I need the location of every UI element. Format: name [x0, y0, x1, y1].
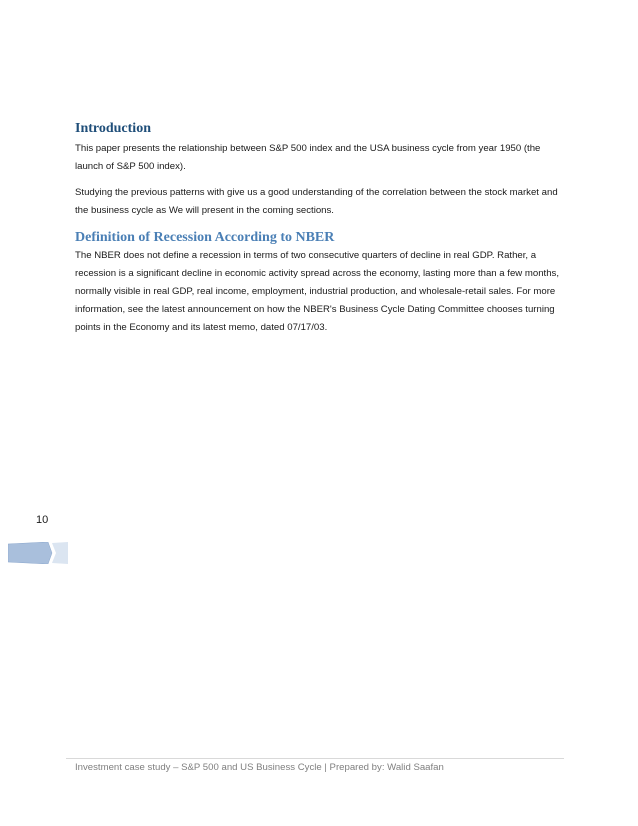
intro-paragraph-2: Studying the previous patterns with give us a good understanding of the correlation between the stock market and the business cycle as We will present in the coming sections. — [75, 187, 558, 216]
footer-text: Investment case study – S&P 500 and US Business Cycle | Prepared by: Walid Saafan — [75, 762, 444, 773]
definition-heading: Definition of Recession According to NBER — [75, 230, 335, 245]
introduction-heading: Introduction — [75, 121, 151, 136]
footer-divider — [66, 758, 564, 759]
page-tab-decoration — [8, 542, 68, 564]
intro-paragraph-1: This paper presents the relationship between S&P 500 index and the USA business cycle from year 1950 (the launch of S&P 500 index). — [75, 143, 541, 172]
definition-paragraph: The NBER does not define a recession in terms of two consecutive quarters of decline in real GDP. Rather, a recession is a significant decline in economic activity spread across the economy, lasting more than a few months, normally visible in real GDP, real income, employment, industrial production, and wholesale-retail sales. For more information, see the latest announcement on how the NBER's Business Cycle Dating Committee chooses turning points in the Economy and its latest memo, dated 07/17/03. — [75, 250, 560, 333]
page-number: 10 — [36, 514, 49, 526]
main-content — [75, 118, 565, 337]
